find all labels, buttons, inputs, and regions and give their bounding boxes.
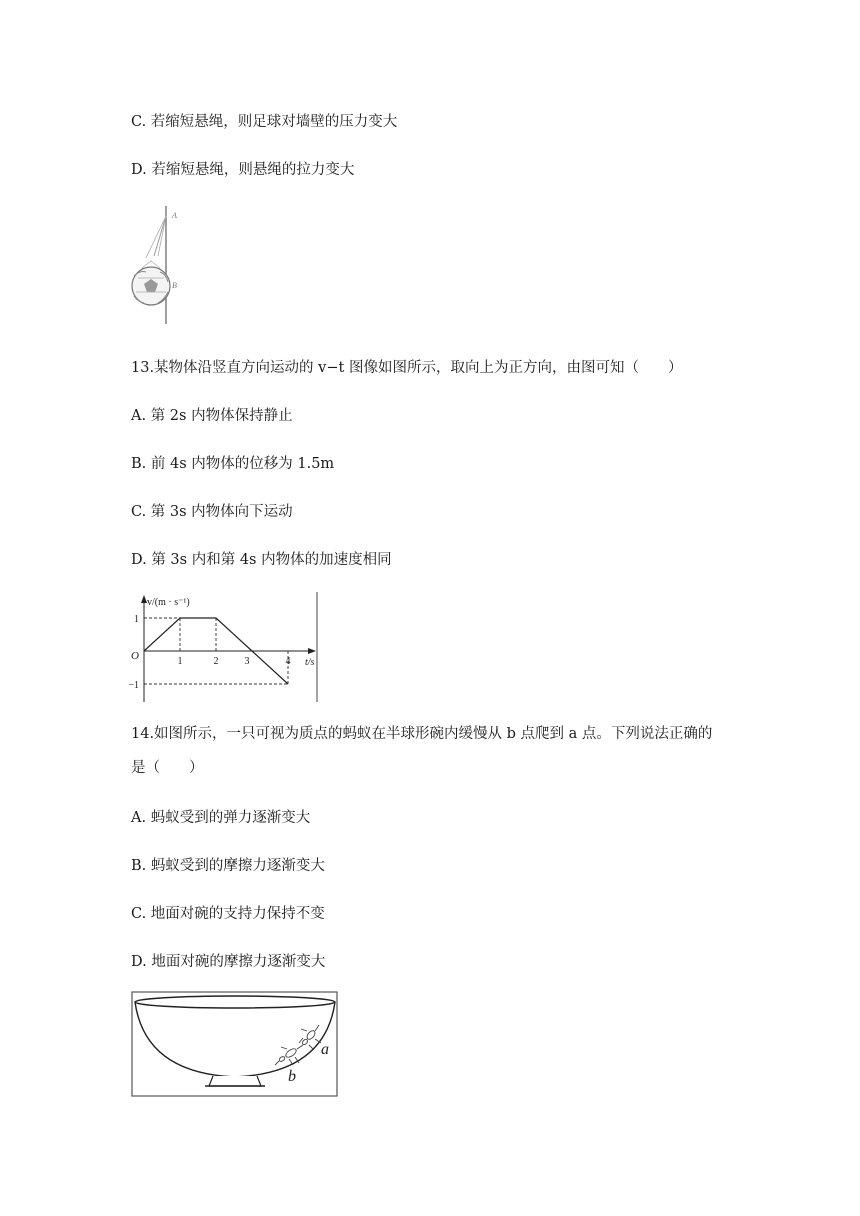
q13-option-c: C. 第 3s 内物体向下运动 bbox=[131, 504, 293, 520]
x-tick-label: 2 bbox=[213, 656, 219, 667]
q14-option-a: A. 蚂蚁受到的弹力逐渐变大 bbox=[131, 810, 311, 826]
label-b: b bbox=[288, 1068, 296, 1085]
label-b: B bbox=[172, 281, 177, 290]
q13-option-d: D. 第 3s 内和第 4s 内物体的加速度相同 bbox=[131, 552, 392, 568]
football-wall-figure bbox=[128, 206, 190, 326]
q12-option-d: D. 若缩短悬绳，则悬绳的拉力变大 bbox=[131, 162, 355, 178]
label-a: a bbox=[321, 1041, 329, 1058]
vt-chart bbox=[124, 590, 324, 704]
x-axis-arrow bbox=[308, 648, 316, 654]
bowl-ant-figure bbox=[131, 991, 339, 1099]
y-tick-label: 1 bbox=[134, 614, 139, 625]
label-a: A bbox=[172, 211, 177, 220]
y-tick-label: −1 bbox=[128, 680, 139, 691]
q14-stem-line2: 是（ ） bbox=[131, 760, 204, 776]
origin-label: O bbox=[131, 650, 139, 662]
q14-option-d: D. 地面对碗的摩擦力逐渐变大 bbox=[131, 954, 326, 970]
q14-option-c: C. 地面对碗的支持力保持不变 bbox=[131, 906, 325, 922]
q13-option-a: A. 第 2s 内物体保持静止 bbox=[131, 408, 293, 424]
x-tick-label: 1 bbox=[177, 656, 183, 667]
q13-option-b: B. 前 4s 内物体的位移为 1.5m bbox=[131, 456, 335, 472]
y-axis-label: v/(m · s⁻¹) bbox=[147, 597, 190, 608]
x-tick-label: 4 bbox=[285, 656, 291, 667]
q12-option-c: C. 若缩短悬绳，则足球对墙壁的压力变大 bbox=[131, 114, 398, 130]
q14-option-b: B. 蚂蚁受到的摩擦力逐渐变大 bbox=[131, 858, 325, 874]
x-tick-label: 3 bbox=[244, 656, 250, 667]
q13-stem: 13.某物体沿竖直方向运动的 v−t 图像如图所示，取向上为正方向，由图可知（ ） bbox=[131, 360, 683, 376]
x-axis-label: t/s bbox=[305, 657, 315, 668]
q14-stem-line1: 14.如图所示，一只可视为质点的蚂蚁在半球形碗内缓慢从 b 点爬到 a 点。下列说法正确的 bbox=[131, 726, 713, 742]
